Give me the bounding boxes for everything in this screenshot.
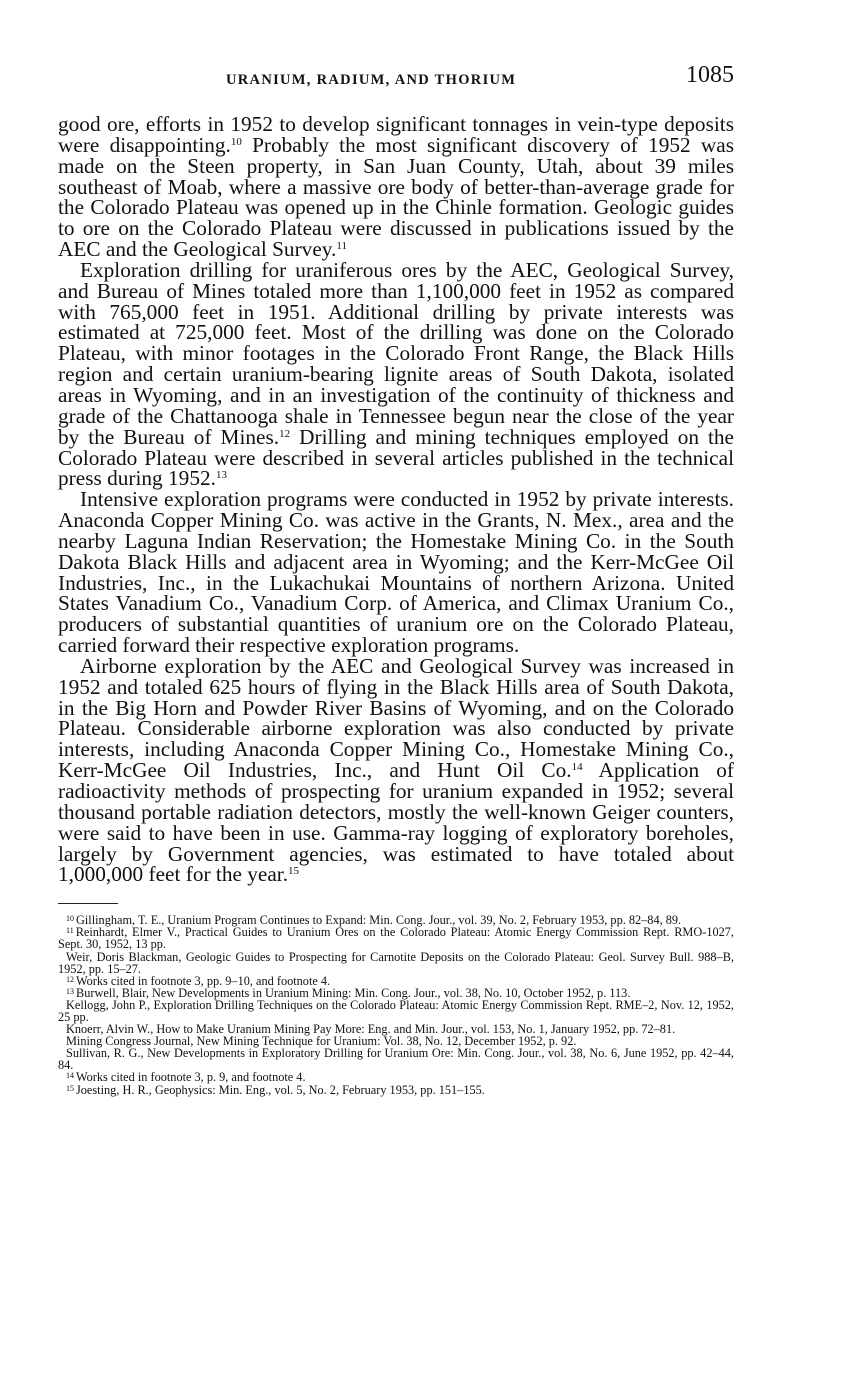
footnote (58, 926, 734, 950)
body-paragraph (58, 653, 735, 887)
footnote-reference[interactable]: 13 (215, 469, 227, 482)
paragraph-text: Airborne exploration by the AEC and Geological Survey was increased in 1952 and totaled 625 hours of flying in the Black Hills area of South Dakota, in the Big Horn and Powder River Basins of Wyoming, and on the Colorado Plateau. Considerable airborne exploration was also conducted by private interests, including Anaconda Copper Mining Co., Homestake Mining Co., Kerr-McGee Oil Industries, Inc., and Hunt Oil Co. (58, 653, 734, 783)
footnote (58, 951, 734, 975)
body-paragraph (58, 257, 735, 491)
footnote-text: Kellogg, John P., Exploration Drilling Techniques on the Colorado Plateau: Atomic Energy Commission Rept. RME–2, Nov. 12, 1952, 25 pp. (58, 997, 734, 1024)
paragraph-text: good ore, efforts in 1952 to develop significant tonnages in vein-type deposits were disappointing. (58, 112, 734, 157)
footnote (58, 999, 734, 1023)
footnote-reference[interactable]: 12 (279, 427, 291, 440)
footnote-mark: 12 (66, 974, 74, 984)
footnote-mark: 15 (66, 1083, 74, 1093)
footnote-reference[interactable]: 10 (230, 135, 242, 148)
footnote-reference[interactable]: 11 (336, 240, 347, 253)
footnote-mark: 11 (66, 926, 74, 936)
body-paragraph (58, 114, 734, 260)
paragraph-text: Drilling and mining techniques employed on the Colorado Plateau were described in several articles published in the technical press during 1952. (58, 424, 735, 491)
footnote-text: Burwell, Blair, New Developments in Uranium Mining: Min. Cong. Jour., vol. 38, No. 10, October 1952, p. 113. (76, 985, 631, 1000)
footnote-reference[interactable]: 14 (571, 761, 583, 774)
footnote-separator (58, 903, 118, 904)
paragraph-text: Application of radioactivity methods of prospecting for uranium expanded in 1952; several thousand portable radiation detectors, mostly the well-known Geiger counters, were said to have been in use. Gamma-ray logging of exploratory boreholes, largely by Government agencies, was estimated to have totaled about 1,000,000 feet for the year. (58, 758, 735, 887)
footnote-text: Joesting, H. R., Geophysics: Min. Eng., vol. 5, No. 2, February 1953, pp. 151–155. (76, 1082, 485, 1097)
footnote-mark: 13 (66, 986, 74, 996)
page-number: 1085 (686, 62, 734, 88)
footnote-mark: 14 (66, 1071, 74, 1081)
footnote-reference[interactable]: 15 (288, 865, 300, 878)
page (58, 62, 735, 1097)
footnote-text: Knoerr, Alvin W., How to Make Uranium Mining Pay More: Eng. and Min. Jour., vol. 153, No. 1, January 1952, pp. 72–81. (66, 1022, 676, 1037)
body-text (58, 114, 734, 885)
footnote-text: Works cited in footnote 3, pp. 9–10, and footnote 4. (76, 973, 331, 988)
footnote-text: Weir, Doris Blackman, Geologic Guides to Prospecting for Carnotite Deposits on the Colorado Plateau: Geol. Survey Bull. 988–B, 1952, pp. 15–27. (58, 949, 734, 976)
footnote-text: Gillingham, T. E., Uranium Program Continues to Expand: Min. Cong. Jour., vol. 39, No. 2, February 1953, pp. 82–84, 89. (76, 913, 682, 928)
footnote (58, 1047, 734, 1071)
paragraph-text: Intensive exploration programs were conducted in 1952 by private interests. Anaconda Copper Mining Co. was active in the Grants, N. Mex., area and the nearby Laguna Indian Reservation; the Homestake Mining Co. in the South Dakota Black Hills and adjacent area in Wyoming; and the Kerr-McGee Oil Industries, Inc., in the Lukachukai Mountains of northern Arizona. United States Vanadium Co., Vanadium Corp. of America, and Climax Uranium Co., producers of substantial quantities of uranium ore on the Colorado Plateau, carried forward their respective exploration programs. (58, 487, 734, 658)
footnote-text: Sullivan, R. G., New Developments in Exploratory Drilling for Uranium Ore: Min. Cong. Jour., vol. 38, No. 6, June 1952, pp. 42–44, 84. (58, 1046, 734, 1073)
paragraph-text: Probably the most significant discovery of 1952 was made on the Steen property, in San Juan County, Utah, about 39 miles southeast of Moab, where a massive ore body of better-than-average grade for the Colorado Plateau was opened up in the Chinle formation. Geologic guides to ore on the Colorado Plateau were discussed in publications issued by the AEC and the Geological Survey. (58, 132, 734, 262)
footnotes (58, 914, 734, 1095)
footnote-text: Reinhardt, Elmer V., Practical Guides to Uranium Ores on the Colorado Plateau: Atomic Energy Commission Rept. RMO-1027, Sept. 30, 1952, 13 pp. (58, 925, 734, 952)
footnote-mark: 10 (66, 914, 74, 924)
running-title: URANIUM, RADIUM, AND THORIUM (226, 72, 517, 88)
body-paragraph (58, 489, 734, 656)
page-header (58, 62, 734, 100)
footnote (58, 1084, 734, 1096)
footnote-text: Works cited in footnote 3, p. 9, and footnote 4. (76, 1070, 306, 1085)
footnote-text: Mining Congress Journal, New Mining Technique for Uranium: Vol. 38, No. 12, December 1952, p. 92. (66, 1034, 577, 1049)
paragraph-text: Exploration drilling for uraniferous ores by the AEC, Geological Survey, and Bureau of Mines totaled more than 1,100,000 feet in 1952 as compared with 765,000 feet in 1951. Additional drilling by private interests was estimated at 725,000 feet. Most of the drilling was done on the Colorado Plateau, with minor footages in the Colorado Front Range, the Black Hills region and certain uranium-bearing lignite areas of South Dakota, isolated areas in Wyoming, and in an investigation of the continuity of thickness and grade of the Chattanooga shale in Tennessee begun near the close of the year by the Bureau of Mines. (58, 257, 734, 449)
